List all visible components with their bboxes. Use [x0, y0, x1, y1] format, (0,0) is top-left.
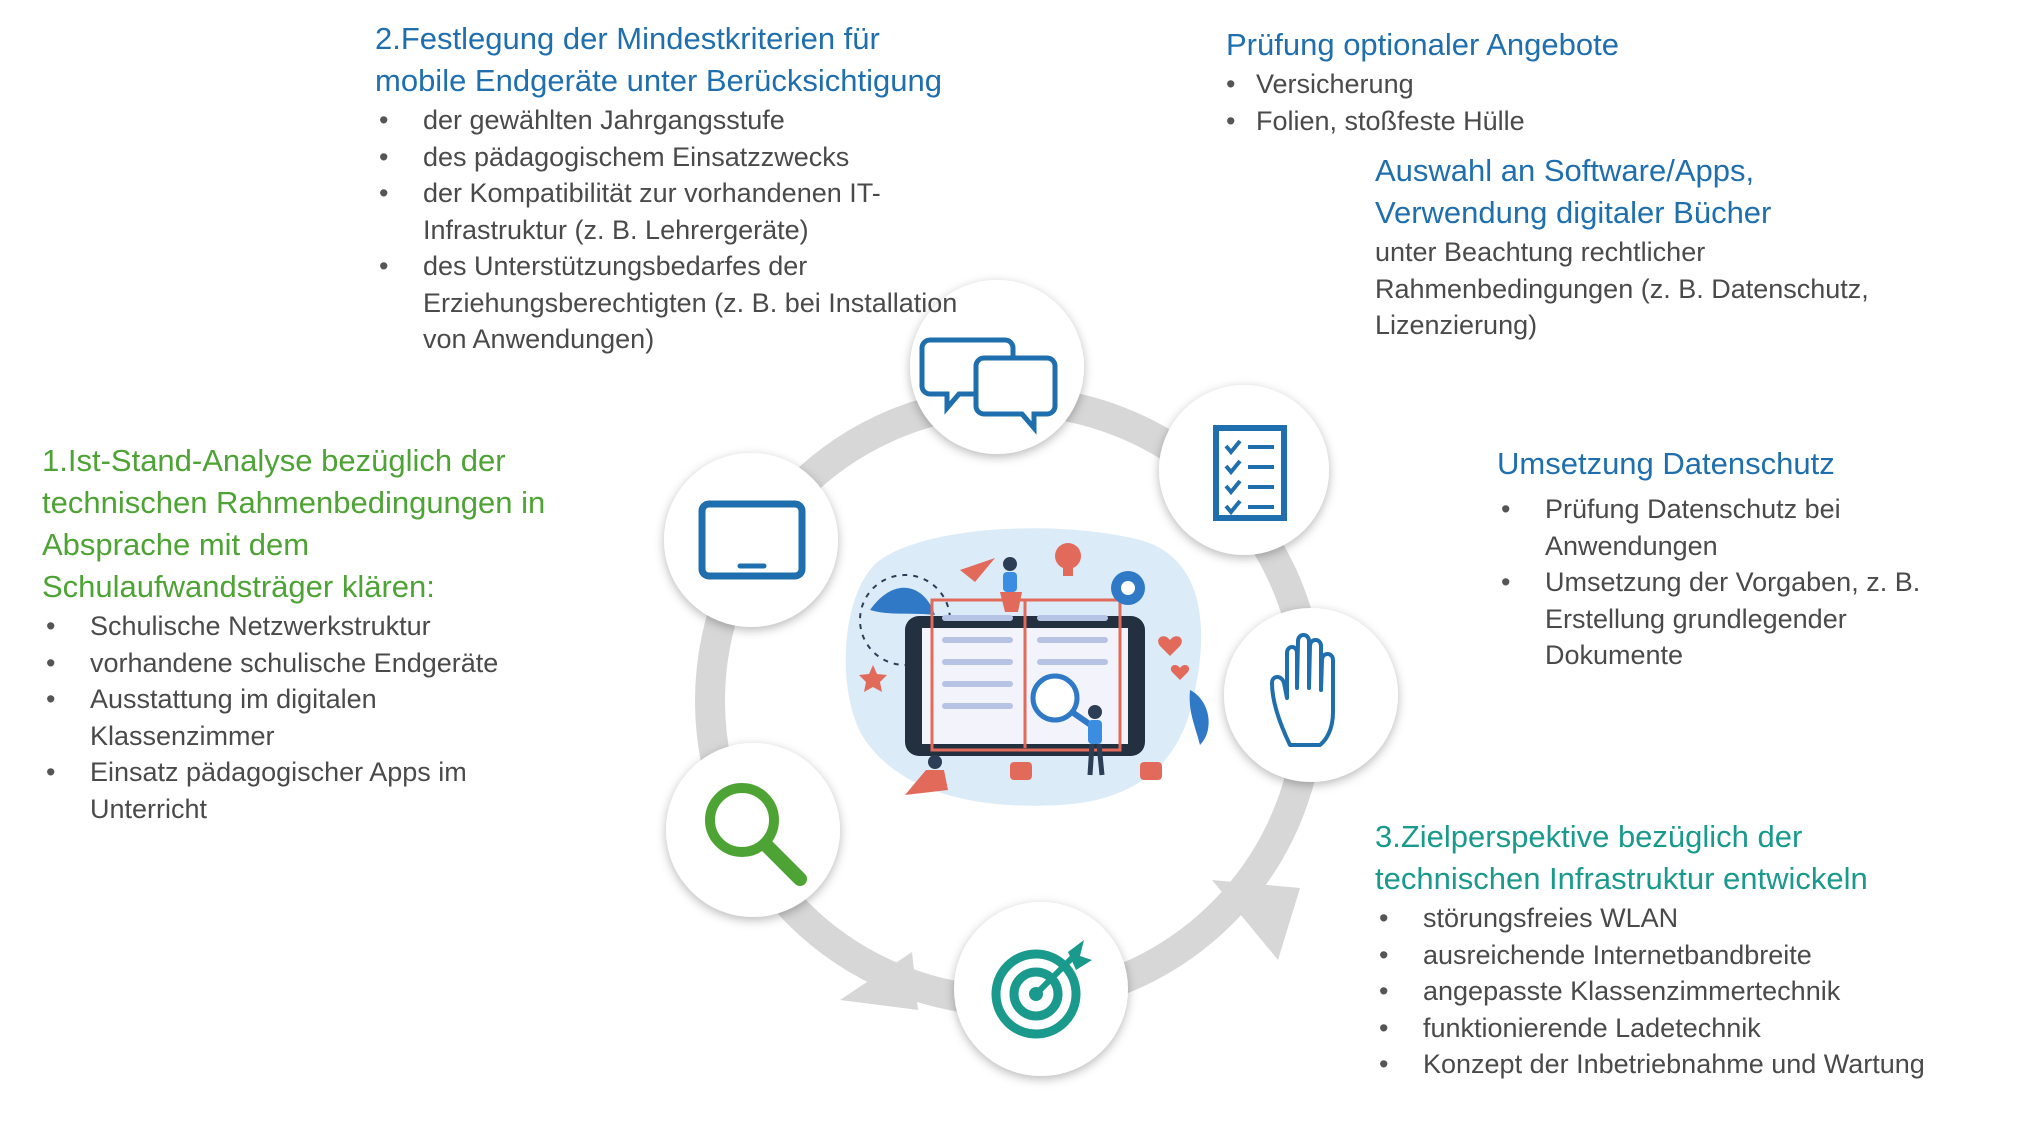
list-item: • Folien, stoßfeste Hülle — [1226, 103, 1786, 140]
list-item: • der gewählten Jahrgangsstufe — [375, 102, 975, 139]
optional-block — [1226, 24, 1786, 139]
list-item: • vorhandene schulische Endgeräte — [42, 645, 562, 682]
step3-title-line2: technischen Infrastruktur entwickeln — [1375, 861, 1868, 896]
optional-title: Prüfung optionaler Angebote — [1226, 27, 1619, 62]
list-item: • Ausstattung im digitalen Klassenzimmer — [42, 681, 562, 754]
list-item: • angepasste Klassenzimmertechnik — [1375, 973, 2015, 1010]
step2-list — [375, 102, 975, 358]
datenschutz-block — [1497, 443, 1997, 674]
education-illustration — [846, 528, 1209, 805]
step1-list — [42, 608, 562, 827]
hand-icon — [1224, 608, 1398, 782]
list-item: • des Unterstützungsbedarfes der Erziehungsberechtigten (z. B. bei Installation von Anwendungen) — [375, 248, 975, 358]
step1-title: 1.Ist-Stand-Analyse bezüglich der technischen Rahmenbedingungen in Absprache mit dem Schulaufwandsträger klären: — [42, 443, 546, 604]
list-item: • Prüfung Datenschutz bei Anwendungen — [1497, 491, 1977, 564]
software-block — [1375, 150, 1955, 344]
step3-block — [1375, 816, 2015, 1083]
list-item: • Versicherung — [1226, 66, 1786, 103]
software-text: unter Beachtung rechtlicher Rahmenbedingungen (z. B. Datenschutz, Lizenzierung) — [1375, 237, 1869, 340]
list-item: • Umsetzung der Vorgaben, z. B. Erstellung grundlegender Dokumente — [1497, 564, 1977, 674]
optional-list — [1226, 66, 1786, 139]
list-item: • des pädagogischem Einsatzzwecks — [375, 139, 975, 176]
list-item: • Konzept der Inbetriebnahme und Wartung — [1375, 1046, 2015, 1083]
magnifier-icon — [666, 743, 840, 917]
step2-block — [375, 18, 1035, 358]
list-item: • störungsfreies WLAN — [1375, 900, 2015, 937]
list-item: • der Kompatibilität zur vorhandenen IT-Infrastruktur (z. B. Lehrergeräte) — [375, 175, 975, 248]
tablet-icon — [664, 453, 838, 627]
software-title-line2: Verwendung digitaler Bücher — [1375, 195, 1772, 230]
target-icon — [954, 902, 1128, 1076]
list-item: • Schulische Netzwerkstruktur — [42, 608, 562, 645]
list-item: • funktionierende Ladetechnik — [1375, 1010, 2015, 1047]
step1-block — [42, 440, 602, 827]
list-item: • Einsatz pädagogischer Apps im Unterricht — [42, 754, 562, 827]
step2-title-line2: mobile Endgeräte unter Berücksichtigung — [375, 63, 942, 98]
list-item: • ausreichende Internetbandbreite — [1375, 937, 2015, 974]
step3-title-line1: 3.Zielperspektive bezüglich der — [1375, 819, 1803, 854]
datenschutz-title: Umsetzung Datenschutz — [1497, 446, 1835, 481]
software-title-line1: Auswahl an Software/Apps, — [1375, 153, 1755, 188]
datenschutz-list — [1497, 491, 1977, 674]
step2-title-line1: 2.Festlegung der Mindestkriterien für — [375, 21, 880, 56]
step3-list — [1375, 900, 2015, 1083]
checklist-icon — [1159, 385, 1329, 555]
